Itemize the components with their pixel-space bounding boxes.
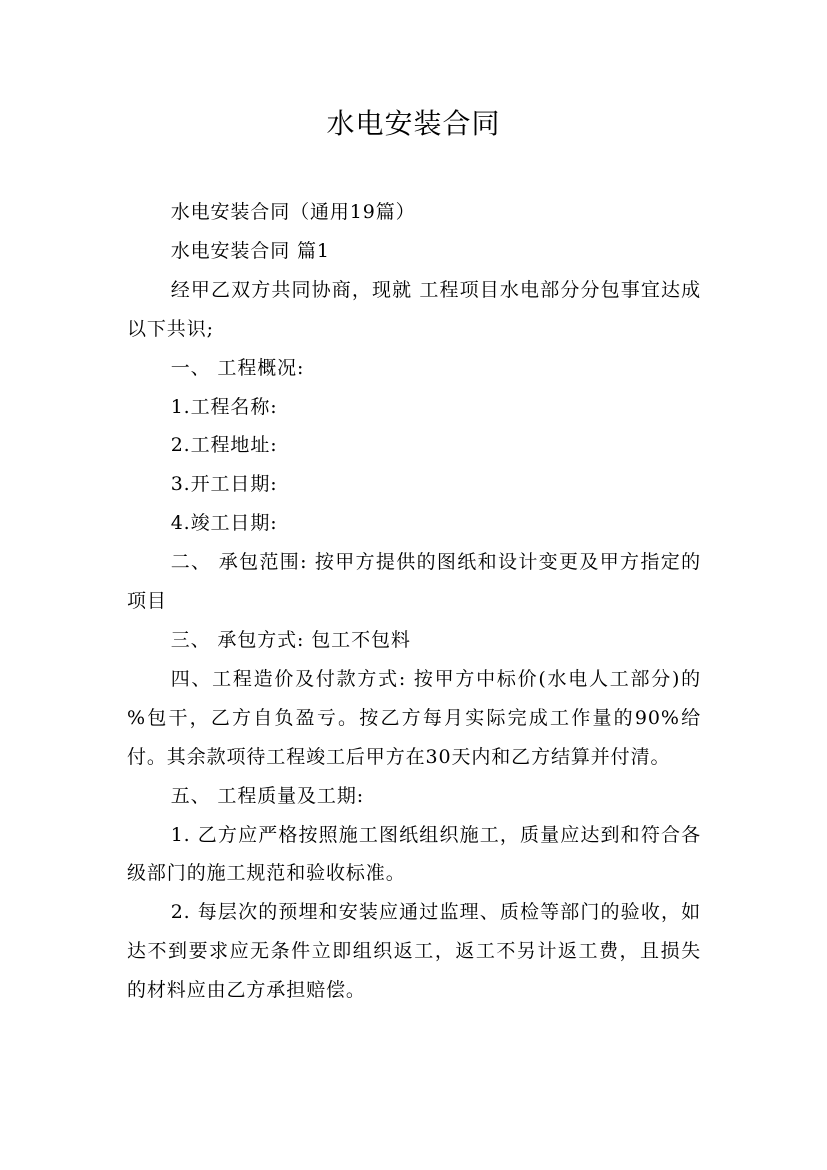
paragraph-quality-item-1: 1. 乙方应严格按照施工图纸组织施工，质量应达到和符合各级部门的施工规范和验收标准。	[127, 823, 701, 885]
paragraph-subtitle: 水电安装合同（通用19篇）	[170, 201, 416, 223]
paragraph-section-heading: 水电安装合同 篇1	[170, 239, 330, 262]
paragraph-project-overview: 一、 工程概况:	[170, 356, 305, 379]
paragraph-contract-scope: 二、 承包范围: 按甲方提供的图纸和设计变更及甲方指定的项目	[127, 551, 701, 613]
paragraph-completion-date: 4.竣工日期:	[170, 512, 278, 535]
paragraph-contract-method: 三、 承包方式: 包工不包料	[170, 628, 411, 651]
paragraph-intro: 经甲乙双方共同协商，现就 工程项目水电部分分包事宜达成以下共识;	[127, 278, 701, 340]
paragraph-quality-schedule: 五、 工程质量及工期:	[170, 784, 365, 807]
paragraph-start-date: 3.开工日期:	[170, 473, 278, 496]
paragraph-project-address: 2.工程地址:	[170, 434, 278, 457]
paragraph-quality-item-2: 2. 每层次的预埋和安装应通过监理、质检等部门的验收，如达不到要求应无条件立即组织返工，返工不另计返工费，且损失的材料应由乙方承担赔偿。	[127, 901, 701, 1002]
document-title: 水电安装合同	[326, 107, 501, 140]
document-body	[127, 193, 701, 1010]
paragraph-project-name: 1.工程名称:	[170, 395, 278, 418]
paragraph-cost-payment: 四、工程造价及付款方式: 按甲方中标价(水电人工部分)的 %包干，乙方自负盈亏。按乙方每月实际完成工作量的90%给付。其余款项待工程竣工后甲方在30天内和乙方结算并付清。	[127, 667, 701, 768]
